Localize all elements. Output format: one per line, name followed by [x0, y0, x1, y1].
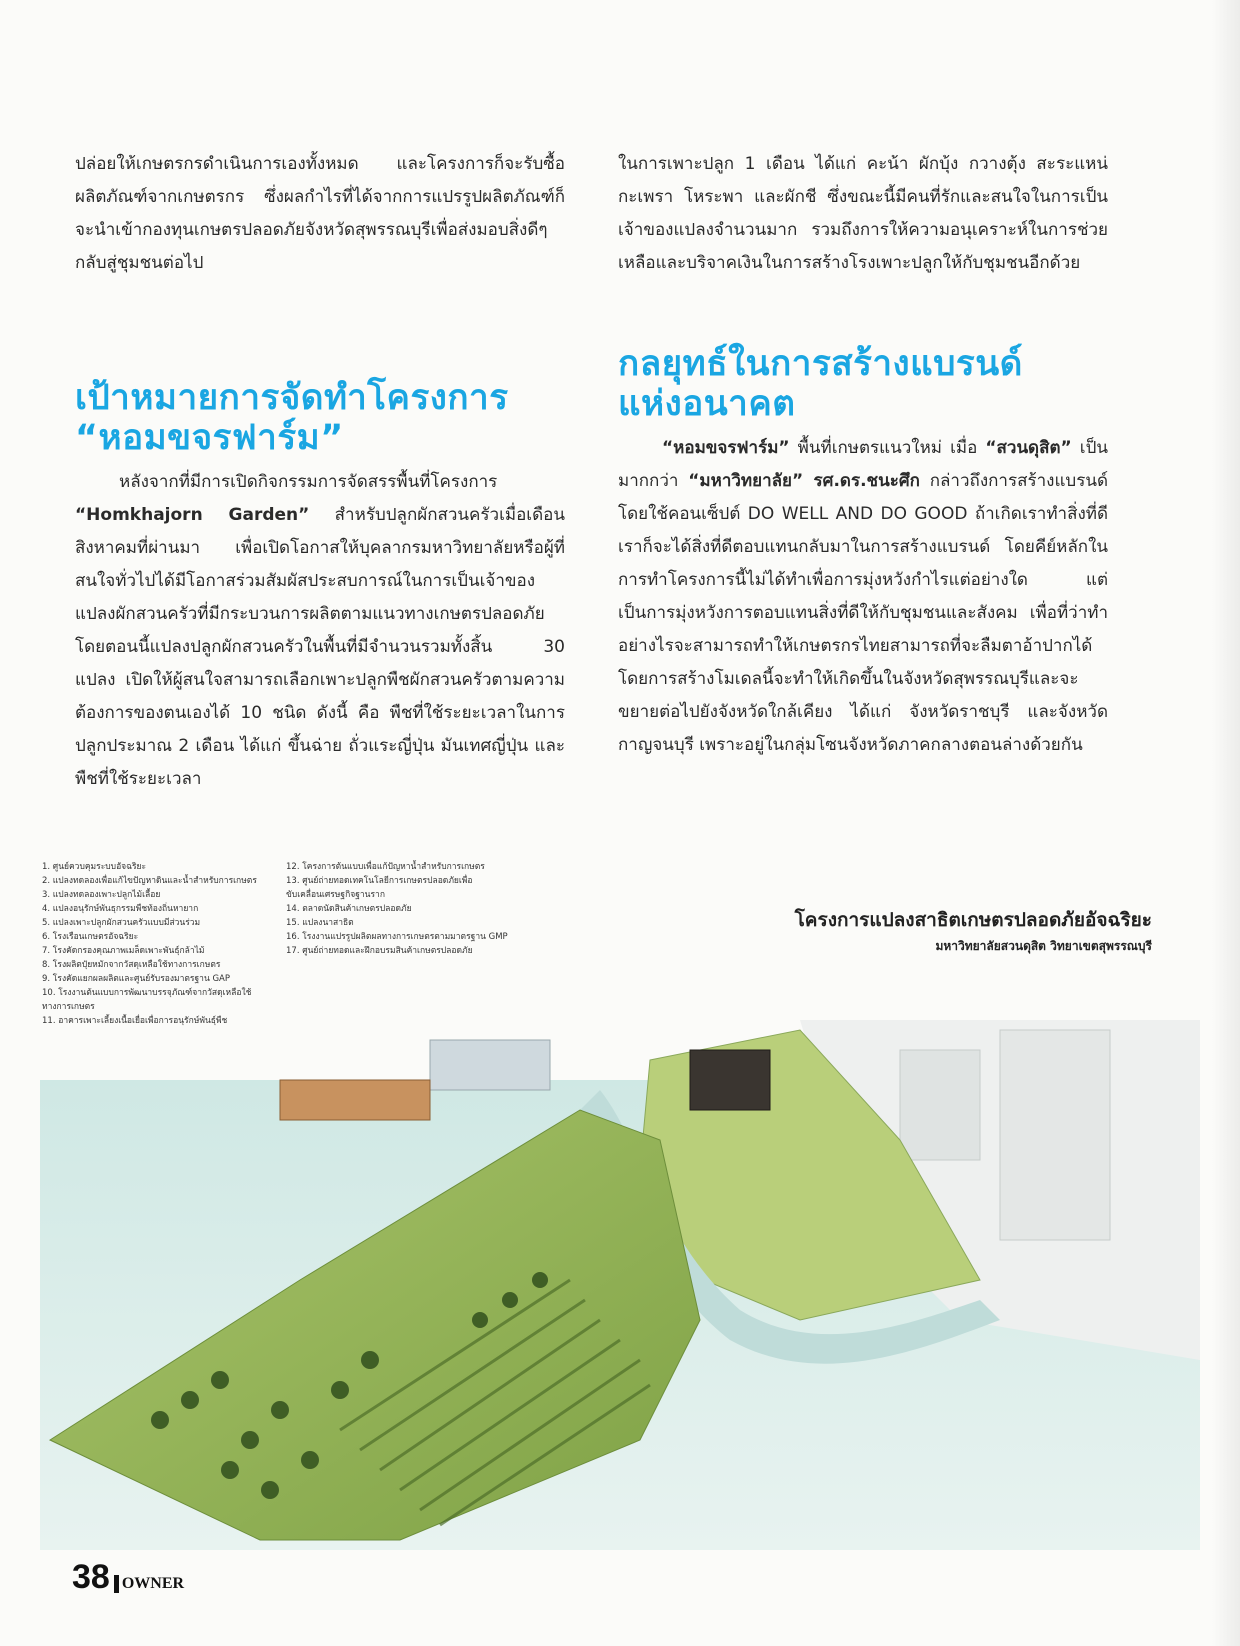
greenhouse: [430, 1040, 550, 1090]
left-body-garden-name: “Homkhajorn Garden”: [75, 505, 310, 525]
right-body-text-3: กล่าวถึงการสร้างแบรนด์โดยใช้คอนเซ็ปต์ DO WELL AND DO GOOD ถ้าเกิดเราทำสิ่งที่ดีเราก็จะได้สิ่งที่ดีตอบแทนกลับมาในการสร้างแบรนด์ โดยคีย์หลักในการทำโครงการนี้ไม่ได้ทำเพื่อการมุ่งหวังกำไรแต่อย่างใด แต่เป็นการมุ่งหวังการตอบแทนสิ่งที่ดีให้กับชุมชนและสังคม เพื่อที่ว่าทำอย่างไรจะสามารถทำให้เกษตรกรไทยสามารถที่จะลืมตาอ้าปากได้ โดยการสร้างโมเดลนี้จะทำให้เกิดขึ้นในจังหวัดสุพรรณบุรีและจะขยายต่อไปยังจังหวัดใกล้เคียง ได้แก่ จังหวัดราชบุรี และจังหวัดกาญจนบุรี เพราะอยู่ในกลุ่มโซนจังหวัดภาคกลางตอนล่างด้วยกัน: [618, 471, 1108, 755]
right-body-text-2: เป็นมากกว่า: [618, 438, 1108, 491]
legend-item: 10. โรงงานต้นแบบการพัฒนาบรรจุภัณฑ์จากวัสดุเหลือใช้: [42, 988, 252, 998]
legend-item: 11. อาคารเพาะเลี้ยงเนื้อเยื่อเพื่อการอนุรักษ์พันธุ์พืช: [42, 1016, 228, 1026]
legend-item: 7. โรงคัดกรองคุณภาพเมล็ดเพาะพันธุ์กล้าไม้: [42, 946, 205, 956]
right-body-bold-1: “หอมขจรฟาร์ม”: [662, 438, 790, 458]
left-intro-paragraph: ปล่อยให้เกษตรกรดำเนินการเองทั้งหมด และโครงการก็จะรับซื้อผลิตภัณฑ์จากเกษตรกร ซึ่งผลกำไรที่ได้จากการแปรรูปผลิตภัณฑ์ก็จะนำเข้ากองทุนเกษตรปลอดภัยจังหวัดสุพรรณบุรีเพื่อส่งมอบสิ่งดีๆ กลับสู่ชุมชนต่อไป: [75, 154, 565, 273]
left-body-text-c: สำหรับปลูกผักสวนครัวเมื่อเดือนสิงหาคมที่ผ่านมา เพื่อเปิดโอกาสให้บุคลากรมหาวิทยาลัยหรือผู้ที่สนใจทั่วไปได้มีโอกาสร่วมสัมผัสประสบการณ์ในการเป็นเจ้าของแปลงผักสวนครัวที่มีกระบวนการผลิตตามแนวทางเกษตรปลอดภัย โดยตอนนี้แปลงปลูกผักสวนครัวในพื้นที่มีจำนวนรวมทั้งสิ้น 30 แปลง เปิดให้ผู้สนใจสามารถเลือกเพาะปลูกพืชผักสวนครัวตามความต้องการของตนเองได้ 10 ชนิด ดังนี้ คือ พืชที่ใช้ระยะเวลาในการปลูกประมาณ 2 เดือน ได้แก่ ขึ้นฉ่าย ถั่วแระญี่ปุ่น มันเทศญี่ปุ่น และพืชที่ใช้ระยะเวลา: [75, 505, 565, 789]
map-title: โครงการแปลงสาธิตเกษตรปลอดภัยอัจฉริยะ: [794, 909, 1152, 931]
legend-item: 2. แปลงทดลองเพื่อแก้ไขปัญหาดินและน้ำสำหรับการเกษตร: [42, 876, 257, 886]
right-body-paragraph: [618, 432, 1108, 762]
left-body-text-a: หลังจากที่มีการเปิดกิจกรรมการจัดสรรพื้นที่โครงการ: [119, 472, 498, 492]
legend-item: 16. โรงงานแปรรูปผลิตผลทางการเกษตรตามมาตรฐาน GMP: [286, 932, 508, 942]
legend-item: 14. ตลาดนัดสินค้าเกษตรปลอดภัย: [286, 904, 412, 914]
left-section-heading: [75, 378, 575, 458]
building-block-17: [1000, 1030, 1110, 1240]
legend-item: 17. ศูนย์ถ่ายทอดและฝึกอบรมสินค้าเกษตรปลอดภัย: [286, 946, 473, 956]
legend-item: 6. โรงเรือนเกษตรอัจฉริยะ: [42, 932, 139, 942]
right-body-bold-2: “สวนดุสิต”: [985, 438, 1072, 458]
legend-item: 3. แปลงทดลองเพาะปลูกไม้เลื้อย: [42, 890, 161, 900]
left-heading-line1: เป้าหมายการจัดทำโครงการ: [75, 378, 509, 418]
page-gutter-shadow: [1212, 0, 1240, 1646]
building-block-16: [900, 1050, 980, 1160]
legend-item: 1. ศูนย์ควบคุมระบบอัจฉริยะ: [42, 862, 147, 872]
legend-item: 9. โรงคัดแยกผลผลิตและศูนย์รับรองมาตรฐาน GAP: [42, 974, 230, 984]
right-intro-paragraph: ในการเพาะปลูก 1 เดือน ได้แก่ คะน้า ผักบุ้ง กวางตุ้ง สะระแหน่ กะเพรา โหระพา และผักชี ซึ่งขณะนี้มีคนที่รักและสนใจในการเป็นเจ้าของแปลงจำนวนมาก รวมถึงการให้ความอนุเคราะห์ในการช่วยเหลือและบริจาคเงินในการสร้างโรงเพาะปลูกให้กับชุมชนอีกด้วย: [618, 154, 1108, 273]
legend-item: 12. โครงการต้นแบบเพื่อแก้ปัญหาน้ำสำหรับการเกษตร: [286, 862, 485, 872]
magazine-brand-logo: OWNER: [114, 1575, 184, 1593]
legend-item: 4. แปลงอนุรักษ์พันธุกรรมพืชท้องถิ่นหายาก: [42, 904, 199, 914]
right-body-bold-3: “มหาวิทยาลัย” รศ.ดร.ชนะศึก: [688, 471, 920, 491]
right-heading-line1: กลยุทธ์ในการสร้างแบรนด์: [618, 344, 1023, 384]
legend-item: 13. ศูนย์ถ่ายทอดเทคโนโลยีการเกษตรปลอดภัยเพื่อ: [286, 876, 473, 886]
map-title-block: [795, 905, 1152, 956]
left-heading-line2: “หอมขจรฟาร์ม”: [75, 418, 344, 458]
left-body-paragraph: [75, 466, 565, 796]
legend-item: 15. แปลงนาสาธิต: [286, 918, 354, 928]
right-body-text-1: พื้นที่เกษตรแนวใหม่ เมื่อ: [789, 438, 986, 458]
legend-item: ขับเคลื่อนเศรษฐกิจฐานราก: [286, 890, 385, 900]
farm-building-row: [280, 1080, 430, 1120]
legend-item: ทางการเกษตร: [42, 1002, 95, 1012]
map-legend-left: [42, 860, 282, 1028]
right-heading-line2: แห่งอนาคต: [618, 384, 796, 424]
legend-item: 5. แปลงเพาะปลูกผักสวนครัวแบบมีส่วนร่วม: [42, 918, 201, 928]
page-footer: [72, 1558, 184, 1597]
map-legend-right: [286, 860, 536, 958]
right-section-heading: [618, 344, 1118, 424]
training-center-building: [690, 1050, 770, 1110]
page-number: 38: [72, 1558, 110, 1596]
legend-item: 8. โรงผลิตปุ๋ยหมักจากวัสดุเหลือใช้ทางการเกษตร: [42, 960, 221, 970]
map-subtitle: มหาวิทยาลัยสวนดุสิต วิทยาเขตสุพรรณบุรี: [935, 939, 1152, 953]
aerial-site-illustration: [40, 1020, 1200, 1550]
